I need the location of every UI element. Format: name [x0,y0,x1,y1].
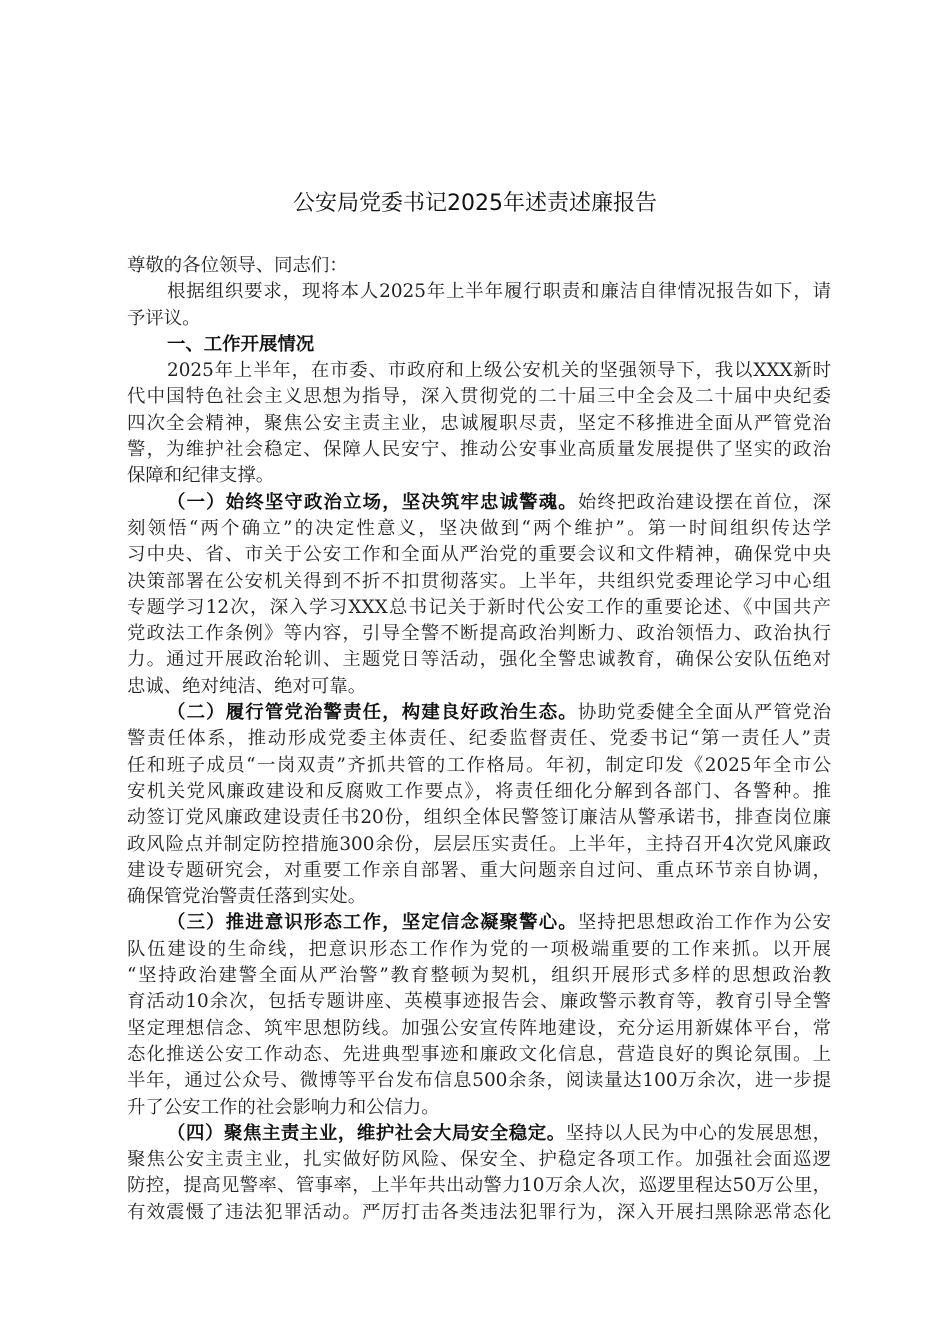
paragraph-line: 根据组织要求，现将本人2025年上半年履行职责和廉洁自律情况报告如下，请 [167,281,831,303]
paragraph-line: 有效震慑了违法犯罪活动。严厉打击各类违法犯罪行为，深入开展扫黑除恶常态化 [127,1201,831,1223]
subsection-text: 坚持以人民为中心的发展思想， [565,1122,831,1144]
paragraph-line: 党政法工作条例》等内容，引导全警不断提高政治判断力、政治领悟力、政治执行 [127,623,831,645]
paragraph-line: 警，为维护社会稳定、保障人民安宁、推动公安事业高质量发展提供了坚实的政治 [127,439,831,461]
paragraph-line: 代中国特色社会主义思想为指导，深入贯彻党的二十届三中全会及二十届中央纪委 [127,386,831,408]
paragraph-line: 坚定理想信念、筑牢思想防线。加强公安宣传阵地建设，充分运用新媒体平台，常 [127,1017,831,1039]
paragraph-line: 力。通过开展政治轮训、主题党日等活动，强化全警忠诚教育，确保公安队伍绝对 [127,649,831,671]
paragraph-line: “坚持政治建警全面从严治警”教育整顿为契机，组织开展形式多样的思想政治教 [127,965,831,987]
document-body [127,253,831,1226]
subsection-text: 始终把政治建设摆在首位，深 [577,491,831,513]
subsection-first-line [127,910,831,936]
paragraph-line: 保障和纪律支撑。 [127,465,275,487]
paragraph-line: 忠诚、绝对纯洁、绝对可靠。 [127,675,367,697]
section-heading: 一、工作开展情况 [167,333,315,355]
subsection-2 [127,700,831,910]
paragraph-line: 育活动10余次，包括专题讲座、英模事迹报告会、廉政警示教育等，教育引导全警 [127,991,831,1013]
subsection-first-line [127,1121,831,1147]
paragraph-line: 防控，提高见警率、管事率，上半年共出动警力10万余人次，巡逻里程达50万公里， [127,1175,831,1197]
paragraph-line: 刻领悟“两个确立”的决定性意义，坚决做到“两个维护”。第一时间组织传达学 [127,517,831,539]
subsection-text: 协助党委健全全面从严管党治 [577,702,831,724]
paragraph-line: 习中央、省、市关于公安工作和全面从严治党的重要会议和文件精神，确保党中央 [127,544,831,566]
subsection-4 [127,1121,831,1226]
paragraph-line: 政风险点并制定防控措施300余份，层层压实责任。上半年，主持召开4次党风廉政 [127,833,831,855]
paragraph-line: 予评议。 [127,307,201,329]
subsection-first-line [127,700,831,726]
subsection-heading: （一）始终坚守政治立场，坚决筑牢忠诚警魂。 [167,491,578,513]
paragraph-line: 决策部署在公安机关得到不折不扣贯彻落实。上半年，共组织党委理论学习中心组 [127,570,831,592]
paragraph-line: 警责任体系，推动形成党委主体责任、纪委监督责任、党委书记“第一责任人”责 [127,728,831,750]
paragraph-line: 聚焦公安主责主业，扎实做好防风险、保安全、护稳定各项工作。加强社会面巡逻 [127,1149,831,1171]
subsection-first-line [127,490,831,516]
salutation: 尊敬的各位领导、同志们： [127,255,348,276]
paragraph-line: 动签订党风廉政建设责任书20份，组织全体民警签订廉洁从警承诺书，排查岗位廉 [127,807,831,829]
paragraph-line: 建设专题研究会，对重要工作亲自部署、重大问题亲自过问、重点环节亲自协调， [127,859,831,881]
paragraph-line: 四次全会精神，聚焦公安主责主业，忠诚履职尽责，坚定不移推进全面从严管党治 [127,412,831,434]
document-title: 公安局党委书记2025年述责述廉报告 [293,191,657,216]
paragraph-line: 队伍建设的生命线，把意识形态工作作为党的一项极端重要的工作来抓。以开展 [127,938,831,960]
paragraph-line: 确保管党治警责任落到实处。 [127,886,367,908]
paragraph-line: 态化推送公安工作动态、先进典型事迹和廉政文化信息，营造良好的舆论氛围。上 [127,1043,831,1065]
paragraph-line: 安机关党风廉政建设和反腐败工作要点》，将责任细化分解到各部门、各警种。推 [127,780,831,802]
subsection-text: 坚持把思想政治工作作为公安 [577,912,831,934]
paragraph-line: 任和班子成员“一岗双责”齐抓共管的工作格局。年初，制定印发《2025年全市公 [127,754,831,776]
paragraph-line: 2025年上半年，在市委、市政府和上级公安机关的坚强领导下，我以XXX新时 [167,360,831,382]
paragraph-line: 升了公安工作的社会影响力和公信力。 [127,1096,440,1118]
subsection-heading: （三）推进意识形态工作，坚定信念凝聚警心。 [167,912,578,934]
subsection-heading: （四）聚焦主责主业，维护社会大局安全稳定。 [167,1122,566,1144]
subsection-heading: （二）履行管党治警责任，构建良好政治生态。 [167,702,578,724]
paragraph-line: 专题学习12次，深入学习XXX总书记关于新时代公安工作的重要论述、《中国共产 [127,596,831,618]
paragraph-line: 半年，通过公众号、微博等平台发布信息500余条，阅读量达100万余次，进一步提 [127,1070,831,1092]
subsection-1 [127,490,831,700]
subsection-3 [127,910,831,1120]
